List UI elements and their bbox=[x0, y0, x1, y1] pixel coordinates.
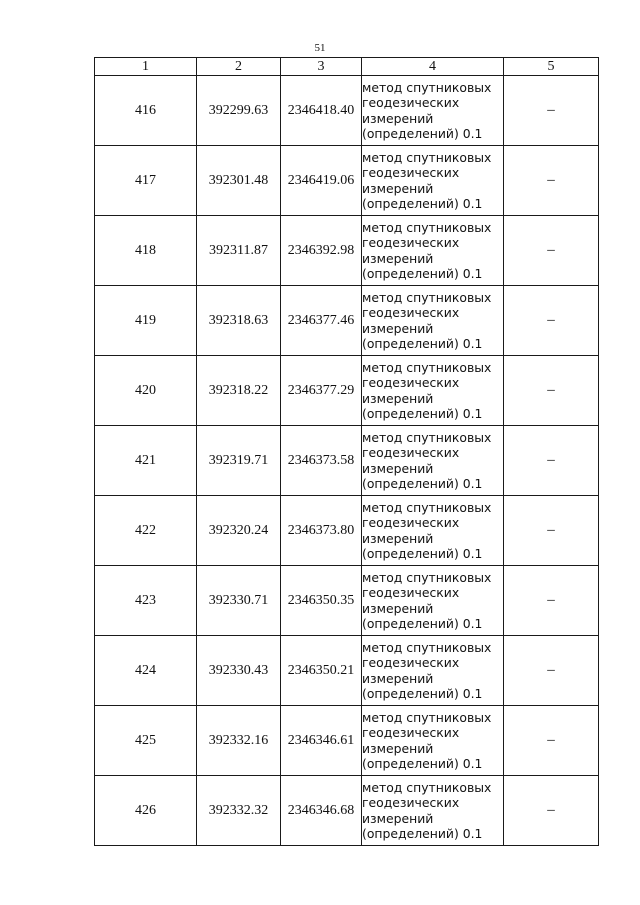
method-cell bbox=[362, 566, 504, 636]
x-coordinate-cell: 392318.63 bbox=[197, 286, 281, 356]
note-cell: – bbox=[504, 146, 599, 216]
note-cell: – bbox=[504, 496, 599, 566]
y-coordinate-cell: 2346350.35 bbox=[281, 566, 362, 636]
method-cell bbox=[362, 356, 504, 426]
table-row bbox=[95, 76, 599, 146]
table-row bbox=[95, 356, 599, 426]
point-number-cell: 421 bbox=[95, 426, 197, 496]
note-cell: – bbox=[504, 636, 599, 706]
method-line: геодезических bbox=[362, 655, 460, 670]
table-header-row bbox=[95, 58, 599, 76]
y-coordinate-cell: 2346373.58 bbox=[281, 426, 362, 496]
point-number-cell: 424 bbox=[95, 636, 197, 706]
note-cell: – bbox=[504, 216, 599, 286]
method-line: (определений) 0.1 bbox=[362, 266, 483, 281]
point-number-cell: 418 bbox=[95, 216, 197, 286]
table-row bbox=[95, 286, 599, 356]
method-cell bbox=[362, 636, 504, 706]
method-line: измерений bbox=[362, 740, 434, 756]
method-cell bbox=[362, 216, 504, 286]
method-line: геодезических bbox=[362, 165, 460, 180]
point-number-cell: 423 bbox=[95, 566, 197, 636]
note-cell: – bbox=[504, 426, 599, 496]
method-line: метод спутниковых bbox=[362, 149, 492, 165]
y-coordinate-cell: 2346377.29 bbox=[281, 356, 362, 426]
table-row bbox=[95, 426, 599, 496]
method-line: геодезических bbox=[362, 725, 460, 740]
point-number-cell: 425 bbox=[95, 706, 197, 776]
note-cell: – bbox=[504, 76, 599, 146]
method-line: (определений) 0.1 bbox=[362, 616, 483, 631]
point-number-cell: 419 bbox=[95, 286, 197, 356]
x-coordinate-cell: 392318.22 bbox=[197, 356, 281, 426]
method-line: (определений) 0.1 bbox=[362, 686, 483, 701]
method-line: измерений bbox=[362, 110, 434, 126]
x-coordinate-cell: 392319.71 bbox=[197, 426, 281, 496]
method-line: метод спутниковых bbox=[362, 359, 492, 375]
coordinates-table bbox=[94, 57, 599, 846]
method-line: (определений) 0.1 bbox=[362, 126, 483, 141]
page-number: 51 bbox=[314, 42, 326, 54]
column-header-4: 4 bbox=[362, 58, 504, 76]
y-coordinate-cell: 2346392.98 bbox=[281, 216, 362, 286]
method-line: измерений bbox=[362, 670, 434, 686]
point-number-cell: 417 bbox=[95, 146, 197, 216]
method-line: геодезических bbox=[362, 305, 460, 320]
y-coordinate-cell: 2346346.68 bbox=[281, 776, 362, 846]
y-coordinate-cell: 2346377.46 bbox=[281, 286, 362, 356]
method-line: метод спутниковых bbox=[362, 289, 492, 305]
method-cell bbox=[362, 496, 504, 566]
method-line: измерений bbox=[362, 530, 434, 546]
method-line: измерений bbox=[362, 460, 434, 476]
note-cell: – bbox=[504, 706, 599, 776]
method-line: геодезических bbox=[362, 235, 460, 250]
method-line: геодезических bbox=[362, 375, 460, 390]
column-header-3: 3 bbox=[281, 58, 362, 76]
method-cell bbox=[362, 146, 504, 216]
method-line: (определений) 0.1 bbox=[362, 826, 483, 841]
y-coordinate-cell: 2346419.06 bbox=[281, 146, 362, 216]
method-line: измерений bbox=[362, 180, 434, 196]
note-cell: – bbox=[504, 356, 599, 426]
y-coordinate-cell: 2346418.40 bbox=[281, 76, 362, 146]
table-row bbox=[95, 146, 599, 216]
table-row bbox=[95, 496, 599, 566]
point-number-cell: 420 bbox=[95, 356, 197, 426]
method-line: метод спутниковых bbox=[362, 429, 492, 445]
column-header-2: 2 bbox=[197, 58, 281, 76]
method-line: геодезических bbox=[362, 515, 460, 530]
x-coordinate-cell: 392311.87 bbox=[197, 216, 281, 286]
note-cell: – bbox=[504, 776, 599, 846]
point-number-cell: 416 bbox=[95, 76, 197, 146]
table-row bbox=[95, 636, 599, 706]
method-line: метод спутниковых bbox=[362, 779, 492, 795]
method-cell bbox=[362, 76, 504, 146]
column-header-5: 5 bbox=[504, 58, 599, 76]
method-cell bbox=[362, 426, 504, 496]
y-coordinate-cell: 2346346.61 bbox=[281, 706, 362, 776]
column-header-1: 1 bbox=[95, 58, 197, 76]
y-coordinate-cell: 2346373.80 bbox=[281, 496, 362, 566]
method-line: геодезических bbox=[362, 95, 460, 110]
x-coordinate-cell: 392332.16 bbox=[197, 706, 281, 776]
point-number-cell: 422 bbox=[95, 496, 197, 566]
x-coordinate-cell: 392330.43 bbox=[197, 636, 281, 706]
x-coordinate-cell: 392320.24 bbox=[197, 496, 281, 566]
x-coordinate-cell: 392299.63 bbox=[197, 76, 281, 146]
method-cell bbox=[362, 706, 504, 776]
method-line: метод спутниковых bbox=[362, 79, 492, 95]
x-coordinate-cell: 392330.71 bbox=[197, 566, 281, 636]
method-line: (определений) 0.1 bbox=[362, 756, 483, 771]
method-line: метод спутниковых bbox=[362, 569, 492, 585]
method-line: измерений bbox=[362, 250, 434, 266]
table-row bbox=[95, 706, 599, 776]
method-line: (определений) 0.1 bbox=[362, 476, 483, 491]
note-cell: – bbox=[504, 566, 599, 636]
method-line: (определений) 0.1 bbox=[362, 336, 483, 351]
x-coordinate-cell: 392301.48 bbox=[197, 146, 281, 216]
point-number-cell: 426 bbox=[95, 776, 197, 846]
table-row bbox=[95, 216, 599, 286]
method-line: измерений bbox=[362, 810, 434, 826]
y-coordinate-cell: 2346350.21 bbox=[281, 636, 362, 706]
table-row bbox=[95, 566, 599, 636]
method-line: (определений) 0.1 bbox=[362, 196, 483, 211]
method-line: (определений) 0.1 bbox=[362, 406, 483, 421]
method-line: геодезических bbox=[362, 795, 460, 810]
method-line: (определений) 0.1 bbox=[362, 546, 483, 561]
method-line: измерений bbox=[362, 390, 434, 406]
method-line: метод спутниковых bbox=[362, 219, 492, 235]
x-coordinate-cell: 392332.32 bbox=[197, 776, 281, 846]
method-line: метод спутниковых bbox=[362, 639, 492, 655]
method-line: измерений bbox=[362, 320, 434, 336]
method-line: геодезических bbox=[362, 585, 460, 600]
method-line: геодезических bbox=[362, 445, 460, 460]
table-body bbox=[95, 76, 599, 846]
note-cell: – bbox=[504, 286, 599, 356]
method-line: метод спутниковых bbox=[362, 709, 492, 725]
method-cell bbox=[362, 776, 504, 846]
table-row bbox=[95, 776, 599, 846]
method-line: метод спутниковых bbox=[362, 499, 492, 515]
method-cell bbox=[362, 286, 504, 356]
method-line: измерений bbox=[362, 600, 434, 616]
